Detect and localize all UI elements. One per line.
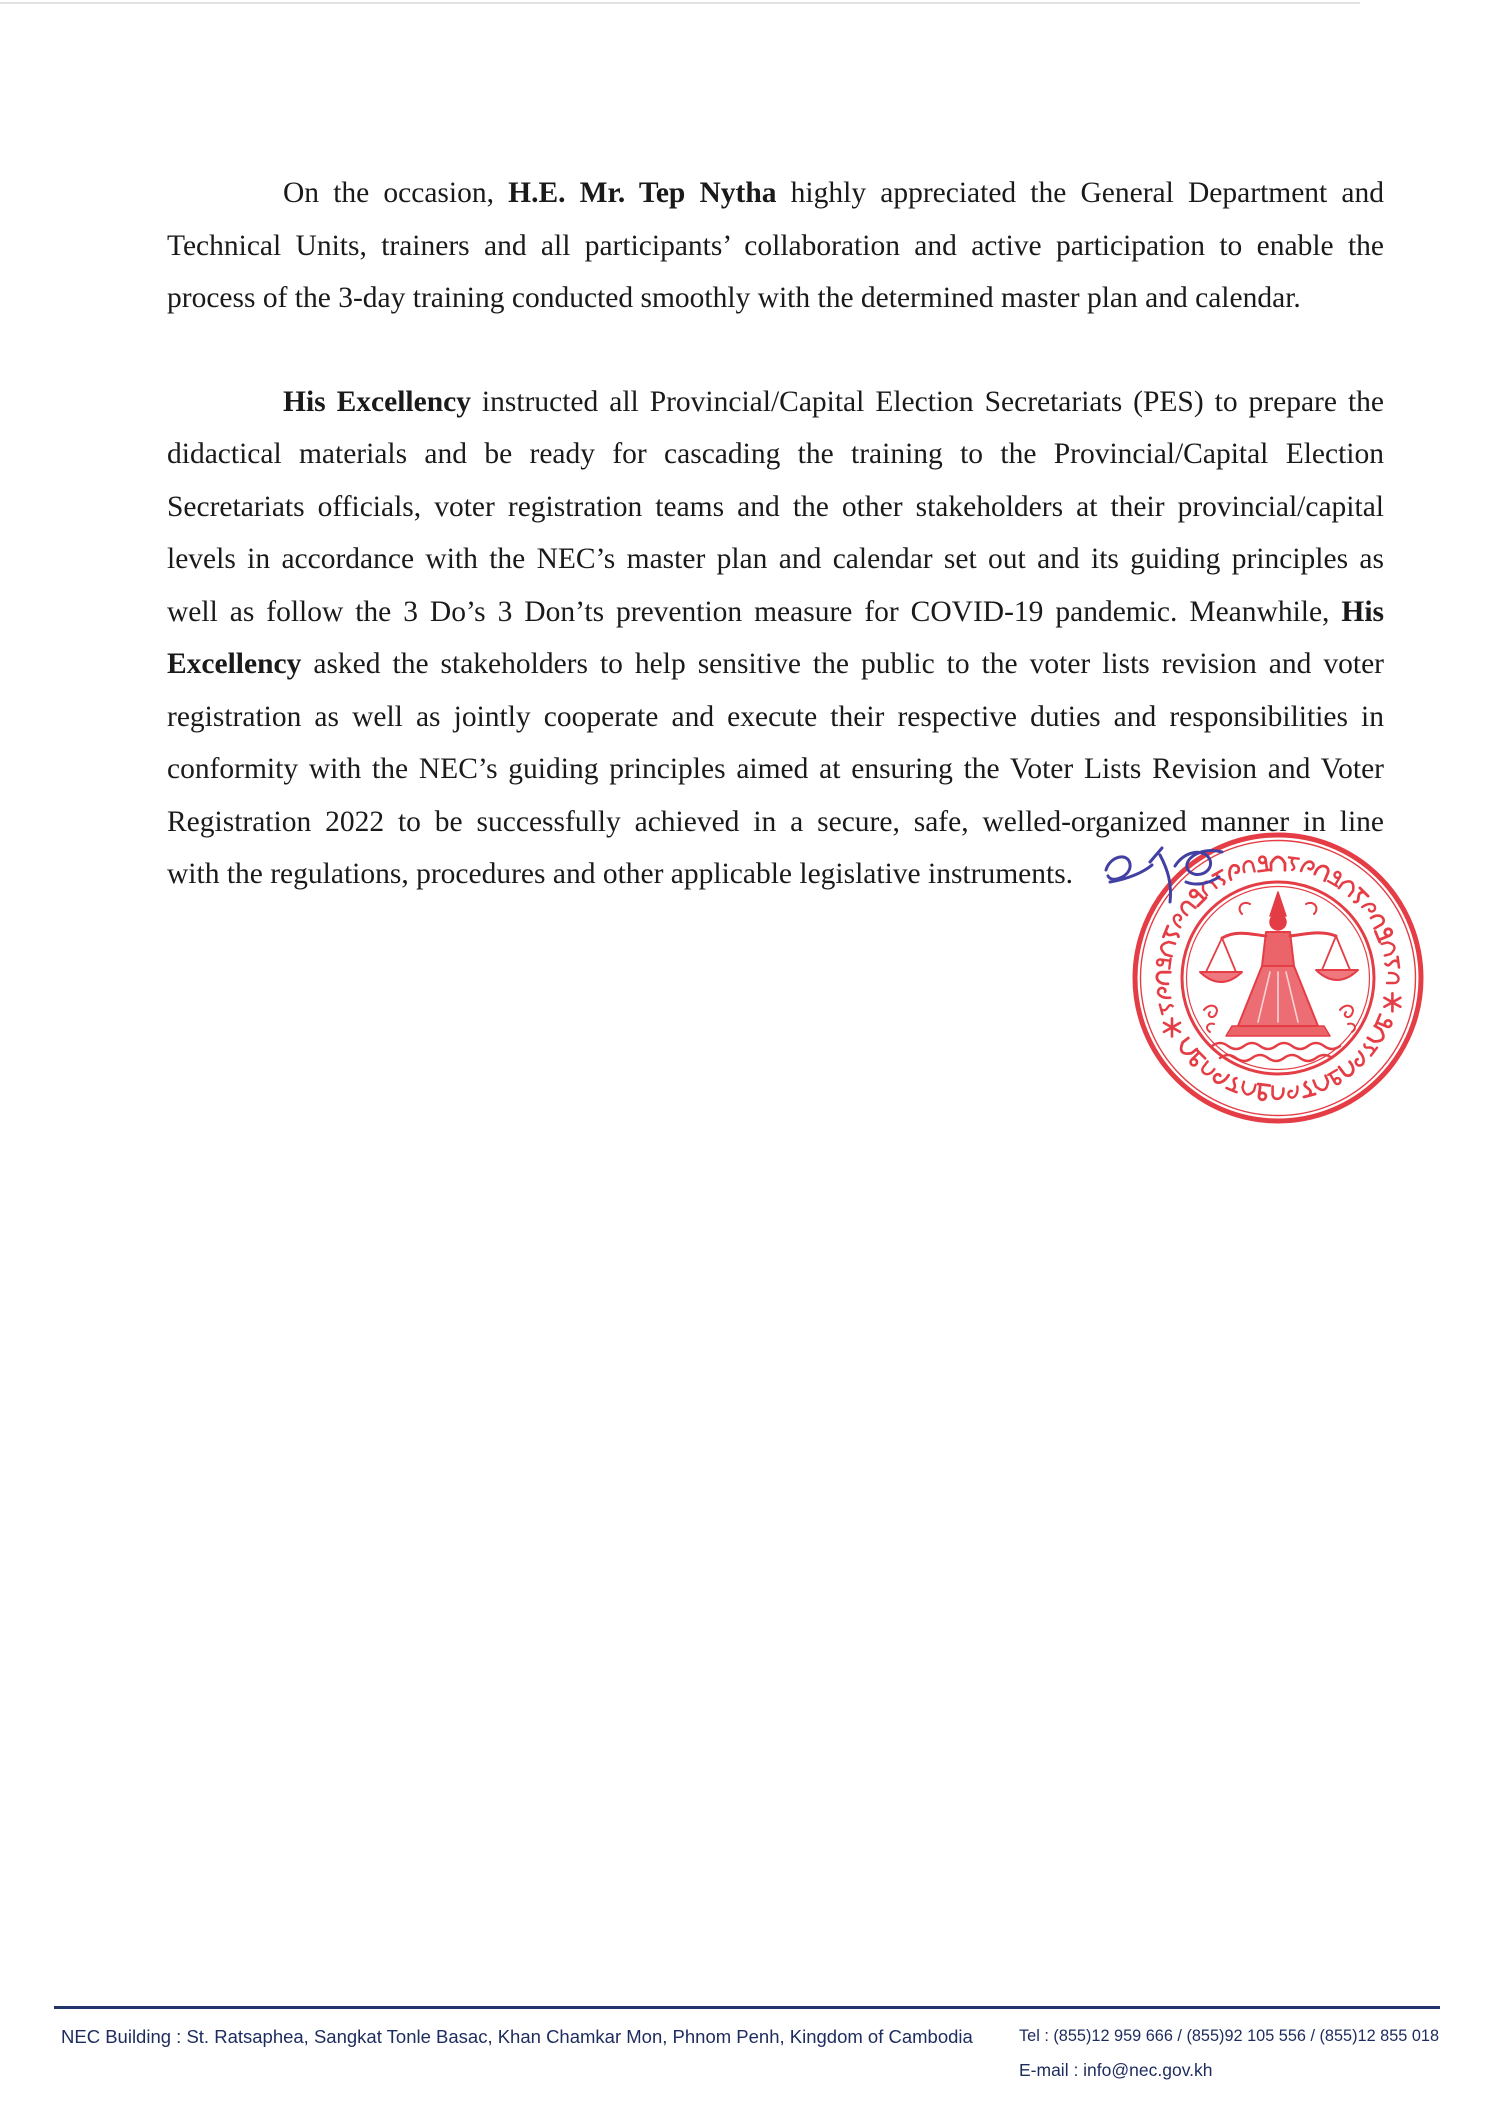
text-run: process of the 3-day training conducted smoothly with the determined master plan and calendar.	[167, 282, 1301, 314]
paragraph-1	[167, 167, 1384, 325]
seal-emblem	[1200, 892, 1358, 1061]
seal-ring-mark	[1156, 957, 1170, 969]
text-run: asked the stakeholders to help sensitive the public to the voter lists revision and voter	[301, 648, 1384, 680]
emblem-ornament-right	[1340, 1006, 1355, 1032]
footer-address: NEC Building : St. Ratsaphea, Sangkat Tonle Basac, Khan Chamkar Mon, Phnom Penh, Kingdom of Cambodia	[61, 2026, 973, 2047]
bold-text: His Excellency	[283, 385, 471, 418]
paragraph-line	[167, 481, 1384, 534]
emblem-torso	[1262, 932, 1294, 966]
seal-ring-mark	[1328, 1070, 1343, 1086]
paragraph-line	[167, 376, 1384, 429]
text-run: On the occasion,	[283, 177, 509, 209]
text-run: registration as well as jointly cooperate and execute their respective duties and responsibilities in	[167, 700, 1384, 733]
paragraph-line	[167, 220, 1384, 273]
text-run: Technical Units, trainers and all participants’ collaboration and active participation to enable the	[167, 229, 1384, 262]
seal-ring-mark	[1171, 913, 1185, 927]
seal-ring-mark	[1157, 972, 1170, 984]
seal-ring-mark	[1361, 1040, 1377, 1055]
emblem-scale-strings-left	[1206, 938, 1236, 972]
bold-text: H.E. Mr. Tep Nytha	[508, 177, 777, 209]
seal-ring-mark	[1213, 1069, 1229, 1085]
emblem-waves-upper	[1212, 1043, 1340, 1049]
emblem-scale-strings-right	[1322, 936, 1350, 970]
footer-divider	[54, 2006, 1440, 2009]
seal-ring-mark	[1300, 1081, 1315, 1097]
emblem-arm-right	[1290, 933, 1336, 936]
text-run: instructed all Provincial/Capital Election Secretariats (PES) to prepare the	[470, 385, 1384, 418]
seal-ring-mark	[1160, 940, 1175, 956]
text-run: highly appreciated the General Department and	[776, 177, 1384, 209]
paragraph-line	[167, 167, 1384, 220]
paragraph-line	[167, 691, 1384, 744]
seal-star-mark	[1164, 1018, 1180, 1036]
emblem-ornament-left	[1204, 1006, 1217, 1032]
text-run: levels in accordance with the NEC’s master plan and calendar set out and its guiding principles as	[167, 543, 1384, 575]
footer-email: E-mail : info@nec.gov.kh	[1019, 2060, 1213, 2080]
seal-ring-mark	[1314, 1076, 1331, 1092]
emblem-robe-folds	[1258, 972, 1298, 1022]
emblem-scale-pan-right	[1316, 970, 1358, 980]
seal-ring-mark	[1158, 987, 1171, 999]
scan-edge-line	[0, 2, 1360, 4]
seal-ring-mark	[1385, 957, 1399, 969]
emblem-head	[1270, 914, 1286, 930]
seal-ring-mark	[1179, 900, 1196, 916]
document-body	[167, 167, 1384, 901]
text-run: with the regulations, procedures and other applicable legislative instruments.	[167, 858, 1074, 890]
seal-ring-mark	[1339, 1060, 1356, 1078]
paragraph-line	[167, 796, 1384, 849]
text-run: well as follow the 3 Do’s 3 Don’ts prevention measure for COVID-19 pandemic. Meanwhile,	[167, 595, 1342, 628]
seal-ring-mark	[1256, 1084, 1269, 1100]
seal-ring-mark	[1288, 1086, 1299, 1098]
text-run: didactical materials and be ready for cascading the training to the Provincial/Capital Election	[167, 438, 1384, 470]
seal-inner-ring-line	[1187, 887, 1370, 1070]
seal-ring-mark	[1160, 1001, 1174, 1014]
footer-phone: Tel : (855)12 959 666 / (855)92 105 556 / (855)12 855 018	[1019, 2027, 1440, 2045]
text-run: Registration 2022 to be successfully achieved in a secure, safe, welled-organized manner in line	[167, 805, 1384, 838]
emblem-pedestal	[1226, 1026, 1330, 1036]
bold-text: Excellency	[167, 648, 302, 680]
seal-ring-mark	[1376, 1015, 1393, 1030]
text-run: conformity with the NEC’s guiding principles aimed at ensuring the Voter Lists Revision and Voter	[167, 753, 1384, 785]
paragraph-2	[167, 376, 1384, 901]
paragraph-line	[167, 638, 1384, 691]
paragraph-line	[167, 428, 1384, 481]
seal-ring-mark	[1178, 1038, 1197, 1057]
paragraph-line	[167, 533, 1384, 586]
seal-ring-mark	[1352, 1052, 1368, 1068]
seal-ring-mark	[1227, 1076, 1242, 1092]
emblem-waves-lower	[1220, 1055, 1332, 1061]
seal-ring-mark	[1201, 1061, 1216, 1076]
seal-ring-mark	[1368, 1026, 1387, 1045]
paragraph-line	[167, 272, 1384, 325]
emblem-flourish-top	[1240, 903, 1317, 914]
paragraph-line	[167, 743, 1384, 796]
seal-ring-mark	[1375, 926, 1393, 942]
seal-ring-mark	[1387, 973, 1399, 983]
paragraph-line	[167, 848, 1384, 901]
seal-ring-mark	[1241, 1082, 1256, 1096]
seal-ring-mark	[1188, 1051, 1206, 1069]
seal-inner-ring	[1182, 882, 1374, 1074]
seal-ring-mark	[1163, 926, 1180, 942]
emblem-arm-left	[1222, 933, 1266, 938]
seal-star-mark	[1384, 993, 1400, 1011]
paragraph-line	[167, 586, 1384, 639]
emblem-robe	[1238, 966, 1318, 1026]
bold-text: His	[1341, 595, 1384, 628]
seal-ring-mark	[1273, 1086, 1284, 1099]
text-run: Secretariats officials, voter registration teams and the other stakeholders at their provincial/capital	[167, 490, 1384, 523]
seal-ring-mark	[1382, 941, 1396, 956]
seal-ring-mark	[1369, 913, 1385, 929]
seal-ring-mark	[1362, 901, 1376, 915]
emblem-scale-pan-left	[1200, 972, 1242, 982]
